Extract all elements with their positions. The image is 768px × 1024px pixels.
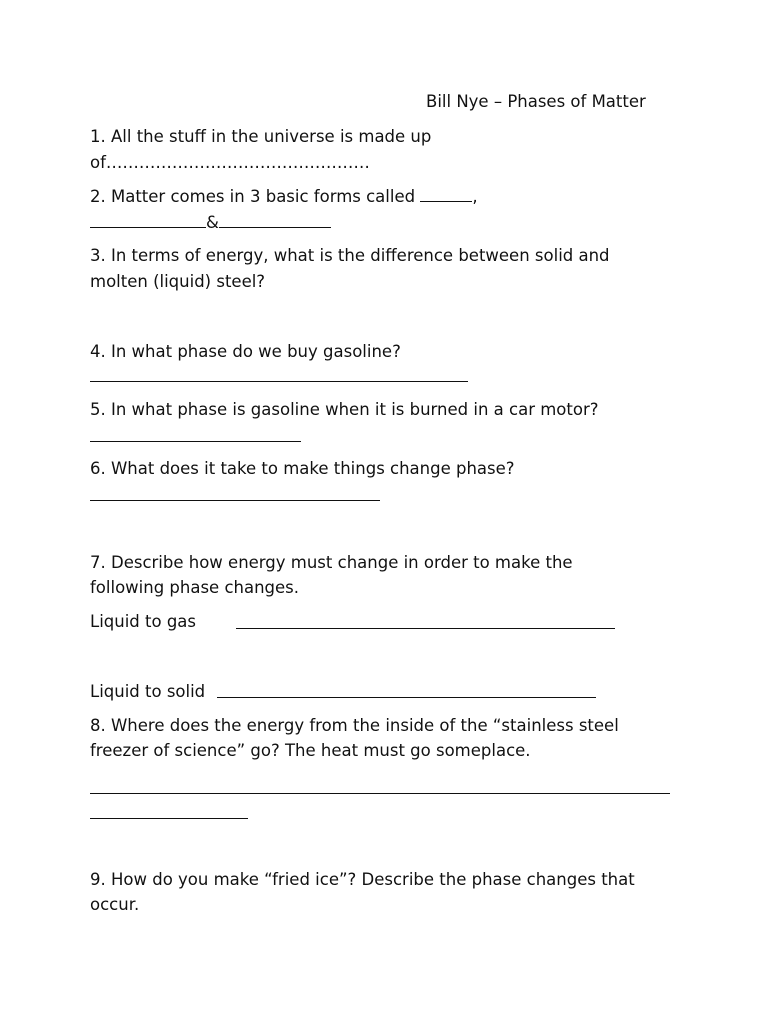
question-9-line-2: occur. xyxy=(90,895,140,914)
liquid-to-gas-label: Liquid to gas xyxy=(90,612,197,631)
question-1-line-2: of………………………………………… xyxy=(90,153,370,172)
question-8-line-2: freezer of science” go? The heat must go someplace. xyxy=(90,741,531,760)
answer-line-question-6[interactable] xyxy=(90,500,380,501)
question-2-line-1 xyxy=(90,186,478,208)
answer-blank-form-3[interactable] xyxy=(219,213,331,228)
liquid-to-solid-label: Liquid to solid xyxy=(90,682,206,701)
answer-line-question-4[interactable] xyxy=(90,381,468,382)
question-2-text: 2. Matter comes in 3 basic forms called xyxy=(90,187,421,206)
answer-blank-form-2[interactable] xyxy=(90,213,206,228)
answer-line-liquid-to-gas[interactable] xyxy=(236,628,615,629)
answer-line-question-8-a[interactable] xyxy=(90,793,670,794)
question-4-line-1: 4. In what phase do we buy gasoline? xyxy=(90,342,401,361)
question-6-line-1: 6. What does it take to make things change phase? xyxy=(90,459,515,478)
question-3-line-2: molten (liquid) steel? xyxy=(90,272,266,291)
worksheet-title: Bill Nye – Phases of Matter xyxy=(426,92,646,111)
question-7-line-2: following phase changes. xyxy=(90,578,300,597)
question-5-line-1: 5. In what phase is gasoline when it is burned in a car motor? xyxy=(90,400,599,419)
answer-line-question-5[interactable] xyxy=(90,441,301,442)
answer-line-question-8-b[interactable] xyxy=(90,818,248,819)
question-8-line-1: 8. Where does the energy from the inside of the “stainless steel xyxy=(90,716,619,735)
question-2-line-2 xyxy=(90,212,331,234)
answer-blank-form-1[interactable] xyxy=(420,187,472,202)
question-1-line-1: 1. All the stuff in the universe is made up xyxy=(90,127,432,146)
question-7-line-1: 7. Describe how energy must change in order to make the xyxy=(90,553,573,572)
answer-line-liquid-to-solid[interactable] xyxy=(217,697,596,698)
question-3-line-1: 3. In terms of energy, what is the difference between solid and xyxy=(90,246,610,265)
question-2-ampersand: & xyxy=(206,213,219,232)
question-2-comma: , xyxy=(472,187,478,206)
question-9-line-1: 9. How do you make “fried ice”? Describe the phase changes that xyxy=(90,870,635,889)
